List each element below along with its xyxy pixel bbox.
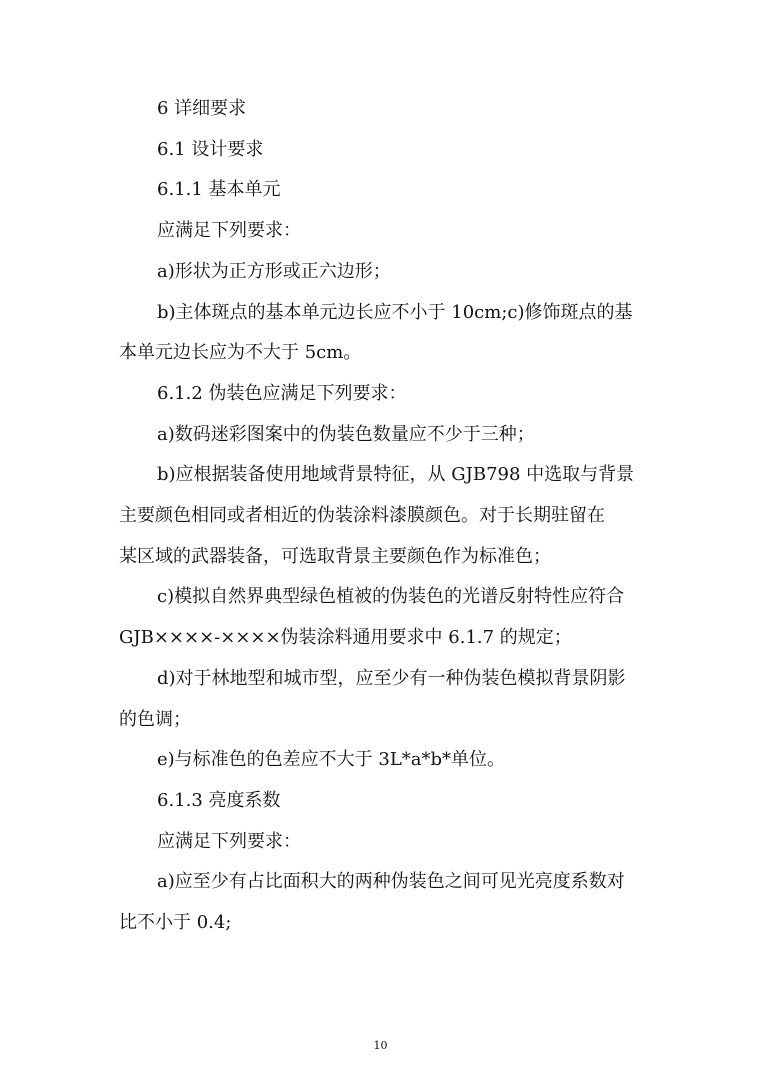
clause-heading: 6.1.3 亮度系数 xyxy=(157,789,281,811)
subsection-heading: 6.1 设计要求 xyxy=(157,138,264,160)
list-item-continuation: 比不小于 0.4; xyxy=(119,912,232,933)
list-item: a)应至少有占比面积大的两种伪装色之间可见光亮度系数对 xyxy=(157,871,625,893)
list-item: e)与标准色的色差应不大于 3L*a*b*单位。 xyxy=(157,749,506,771)
list-item: b)应根据装备使用地域背景特征，从 GJB798 中选取与背景 xyxy=(157,464,635,486)
list-item: c)模拟自然界典型绿色植被的伪装色的光谱反射特性应符合 xyxy=(157,586,625,608)
list-item-continuation: GJB××××-××××伪装涂料通用要求中 6.1.7 的规定； xyxy=(119,627,572,649)
list-item-continuation: 本单元边长应为不大于 5cm。 xyxy=(119,342,362,364)
page-number: 10 xyxy=(373,1039,388,1052)
list-item-continuation: 某区域的武器装备，可选取背景主要颜色作为标准色； xyxy=(119,545,551,567)
list-item: a)形状为正方形或正六边形； xyxy=(157,260,391,282)
list-item-continuation: 的色调； xyxy=(119,708,191,730)
list-item: d)对于林地型和城市型，应至少有一种伪装色模拟背景阴影 xyxy=(157,667,626,689)
paragraph-line: 应满足下列要求： xyxy=(157,830,301,852)
clause-heading: 6.1.1 基本单元 xyxy=(157,179,281,201)
list-item: a)数码迷彩图案中的伪装色数量应不少于三种； xyxy=(157,423,535,445)
clause-heading: 6.1.2 伪装色应满足下列要求： xyxy=(157,382,407,404)
list-item-continuation: 主要颜色相同或者相近的伪装涂料漆膜颜色。对于长期驻留在 xyxy=(119,505,605,526)
paragraph-line: 应满足下列要求： xyxy=(157,220,301,242)
list-item: b)主体斑点的基本单元边长应不小于 10cm;c)修饰斑点的基 xyxy=(157,301,633,323)
section-heading: 6 详细要求 xyxy=(157,98,247,119)
